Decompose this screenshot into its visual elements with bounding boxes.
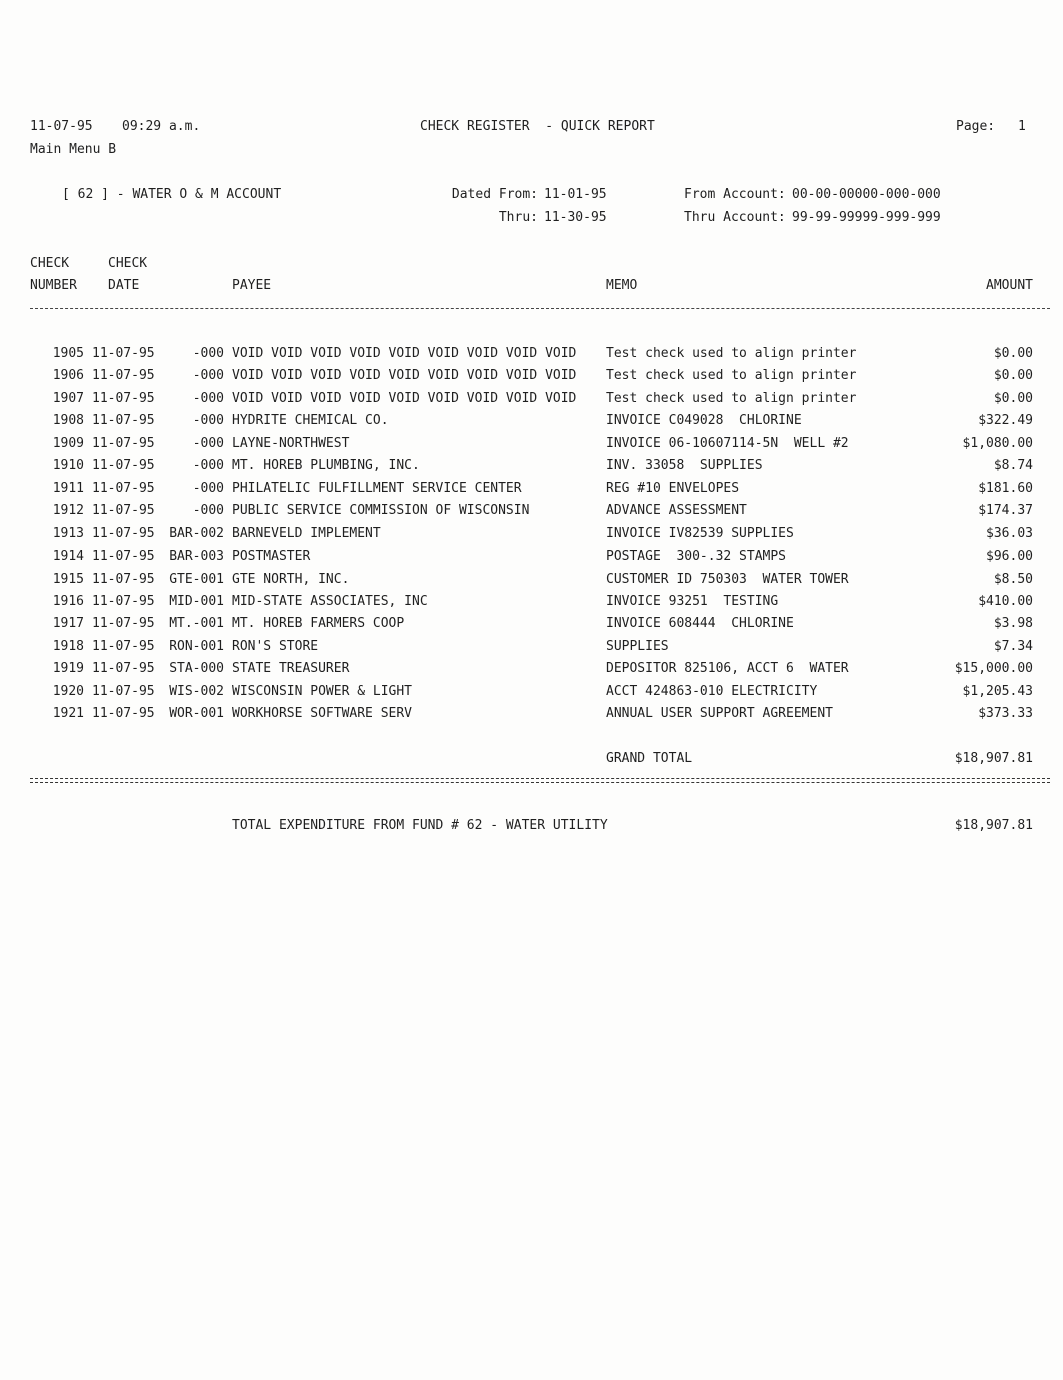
grand-total-label: GRAND TOTAL	[606, 751, 693, 766]
total-divider	[30, 778, 1050, 783]
amount: $0.00	[993, 391, 1033, 406]
col-check-top: CHECK	[30, 256, 70, 271]
check-number: 1906	[52, 368, 84, 383]
check-date: 11-07-95	[92, 391, 155, 406]
payee: VOID VOID VOID VOID VOID VOID VOID VOID VOID	[232, 391, 577, 406]
check-date: 11-07-95	[92, 503, 155, 518]
amount: $0.00	[993, 346, 1033, 361]
dated-from-label: Dated From:	[451, 187, 538, 202]
col-payee: PAYEE	[232, 278, 272, 293]
amount: $8.50	[993, 572, 1033, 587]
thru-value: 11-30-95	[544, 210, 607, 225]
table-row	[0, 391, 1063, 411]
check-number: 1905	[52, 346, 84, 361]
check-date: 11-07-95	[92, 526, 155, 541]
table-row	[0, 639, 1063, 659]
check-number: 1914	[52, 549, 84, 564]
check-date: 11-07-95	[92, 706, 155, 721]
check-date: 11-07-95	[92, 572, 155, 587]
check-number: 1910	[52, 458, 84, 473]
table-row	[0, 661, 1063, 681]
amount: $174.37	[978, 503, 1033, 518]
check-number: 1917	[52, 616, 84, 631]
vendor-code: -000	[192, 481, 224, 496]
check-date: 11-07-95	[92, 616, 155, 631]
check-number: 1919	[52, 661, 84, 676]
report-time: 09:29 a.m.	[122, 119, 201, 134]
from-account-label: From Account:	[684, 187, 786, 202]
vendor-code: -000	[192, 458, 224, 473]
vendor-code: -000	[192, 391, 224, 406]
memo: SUPPLIES	[606, 639, 669, 654]
memo: INVOICE 608444 CHLORINE	[606, 616, 794, 631]
check-number: 1907	[52, 391, 84, 406]
check-number: 1921	[52, 706, 84, 721]
check-number: 1911	[52, 481, 84, 496]
memo: INVOICE C049028 CHLORINE	[606, 413, 802, 428]
table-row	[0, 458, 1063, 478]
payee: VOID VOID VOID VOID VOID VOID VOID VOID VOID	[232, 368, 577, 383]
col-check-number: NUMBER	[30, 278, 77, 293]
table-row	[0, 413, 1063, 433]
memo: POSTAGE 300-.32 STAMPS	[606, 549, 787, 564]
check-number: 1916	[52, 594, 84, 609]
check-date: 11-07-95	[92, 368, 155, 383]
vendor-code: RON-001	[169, 639, 224, 654]
vendor-code: WOR-001	[169, 706, 224, 721]
payee: POSTMASTER	[232, 549, 311, 564]
payee: BARNEVELD IMPLEMENT	[232, 526, 381, 541]
payee: MT. HOREB FARMERS COOP	[232, 616, 405, 631]
check-number: 1912	[52, 503, 84, 518]
check-number: 1915	[52, 572, 84, 587]
vendor-code: BAR-002	[169, 526, 224, 541]
header-divider	[30, 308, 1050, 310]
payee: WORKHORSE SOFTWARE SERV	[232, 706, 413, 721]
check-number: 1909	[52, 436, 84, 451]
memo: INVOICE 06-10607114-5N WELL #2	[606, 436, 849, 451]
thru-account-label: Thru Account:	[684, 210, 786, 225]
amount: $410.00	[978, 594, 1033, 609]
vendor-code: -000	[192, 436, 224, 451]
fund-total-label: TOTAL EXPENDITURE FROM FUND # 62 - WATER UTILITY	[232, 818, 608, 833]
payee: HYDRITE CHEMICAL CO.	[232, 413, 389, 428]
thru-account-value: 99-99-99999-999-999	[792, 210, 941, 225]
check-number: 1918	[52, 639, 84, 654]
check-number: 1913	[52, 526, 84, 541]
memo: ADVANCE ASSESSMENT	[606, 503, 747, 518]
table-row	[0, 594, 1063, 614]
amount: $322.49	[978, 413, 1033, 428]
vendor-code: -000	[192, 368, 224, 383]
grand-total-amount: $18,907.81	[954, 751, 1033, 766]
memo: Test check used to align printer	[606, 346, 857, 361]
account-name: [ 62 ] - WATER O & M ACCOUNT	[62, 187, 282, 202]
table-row	[0, 684, 1063, 704]
vendor-code: BAR-003	[169, 549, 224, 564]
table-row	[0, 572, 1063, 592]
col-memo: MEMO	[606, 278, 638, 293]
payee: MID-STATE ASSOCIATES, INC	[232, 594, 428, 609]
table-row	[0, 616, 1063, 636]
fund-total-amount: $18,907.81	[954, 818, 1033, 833]
payee: LAYNE-NORTHWEST	[232, 436, 350, 451]
page-label: Page:	[956, 119, 996, 134]
table-row	[0, 481, 1063, 501]
amount: $15,000.00	[954, 661, 1033, 676]
check-date: 11-07-95	[92, 436, 155, 451]
amount: $0.00	[993, 368, 1033, 383]
table-row	[0, 706, 1063, 726]
payee: MT. HOREB PLUMBING, INC.	[232, 458, 420, 473]
memo: ANNUAL USER SUPPORT AGREEMENT	[606, 706, 833, 721]
vendor-code: WIS-002	[169, 684, 224, 699]
check-date: 11-07-95	[92, 413, 155, 428]
report-date: 11-07-95	[30, 119, 93, 134]
vendor-code: -000	[192, 413, 224, 428]
dated-from-value: 11-01-95	[544, 187, 607, 202]
amount: $8.74	[993, 458, 1033, 473]
from-account-value: 00-00-00000-000-000	[792, 187, 941, 202]
memo: INVOICE IV82539 SUPPLIES	[606, 526, 794, 541]
vendor-code: MT.-001	[169, 616, 224, 631]
vendor-code: GTE-001	[169, 572, 224, 587]
table-row	[0, 526, 1063, 546]
payee: PHILATELIC FULFILLMENT SERVICE CENTER	[232, 481, 522, 496]
vendor-code: MID-001	[169, 594, 224, 609]
col-check-top-2: CHECK	[108, 256, 148, 271]
memo: CUSTOMER ID 750303 WATER TOWER	[606, 572, 849, 587]
table-row	[0, 436, 1063, 456]
col-check-date: DATE	[108, 278, 140, 293]
payee: WISCONSIN POWER & LIGHT	[232, 684, 413, 699]
amount: $96.00	[986, 549, 1033, 564]
report-title: CHECK REGISTER - QUICK REPORT	[420, 119, 655, 134]
payee: VOID VOID VOID VOID VOID VOID VOID VOID VOID	[232, 346, 577, 361]
check-date: 11-07-95	[92, 639, 155, 654]
payee: PUBLIC SERVICE COMMISSION OF WISCONSIN	[232, 503, 530, 518]
amount: $373.33	[978, 706, 1033, 721]
table-row	[0, 503, 1063, 523]
check-date: 11-07-95	[92, 481, 155, 496]
table-row	[0, 549, 1063, 569]
memo: INVOICE 93251 TESTING	[606, 594, 779, 609]
amount: $1,205.43	[962, 684, 1033, 699]
check-date: 11-07-95	[92, 549, 155, 564]
amount: $36.03	[986, 526, 1033, 541]
memo: Test check used to align printer	[606, 368, 857, 383]
memo: INV. 33058 SUPPLIES	[606, 458, 763, 473]
memo: DEPOSITOR 825106, ACCT 6 WATER	[606, 661, 849, 676]
check-date: 11-07-95	[92, 346, 155, 361]
check-date: 11-07-95	[92, 684, 155, 699]
col-amount: AMOUNT	[986, 278, 1033, 293]
check-date: 11-07-95	[92, 661, 155, 676]
amount: $1,080.00	[962, 436, 1033, 451]
check-number: 1908	[52, 413, 84, 428]
amount: $3.98	[993, 616, 1033, 631]
vendor-code: -000	[192, 503, 224, 518]
check-date: 11-07-95	[92, 458, 155, 473]
amount: $181.60	[978, 481, 1033, 496]
page-number: 1	[1018, 119, 1026, 134]
payee: STATE TREASURER	[232, 661, 350, 676]
vendor-code: STA-000	[169, 661, 224, 676]
vendor-code: -000	[192, 346, 224, 361]
check-number: 1920	[52, 684, 84, 699]
payee: RON'S STORE	[232, 639, 319, 654]
memo: REG #10 ENVELOPES	[606, 481, 740, 496]
payee: GTE NORTH, INC.	[232, 572, 350, 587]
check-date: 11-07-95	[92, 594, 155, 609]
table-row	[0, 346, 1063, 366]
memo: ACCT 424863-010 ELECTRICITY	[606, 684, 818, 699]
memo: Test check used to align printer	[606, 391, 857, 406]
table-row	[0, 368, 1063, 388]
thru-label: Thru:	[498, 210, 538, 225]
menu-label: Main Menu B	[30, 142, 117, 157]
amount: $7.34	[993, 639, 1033, 654]
